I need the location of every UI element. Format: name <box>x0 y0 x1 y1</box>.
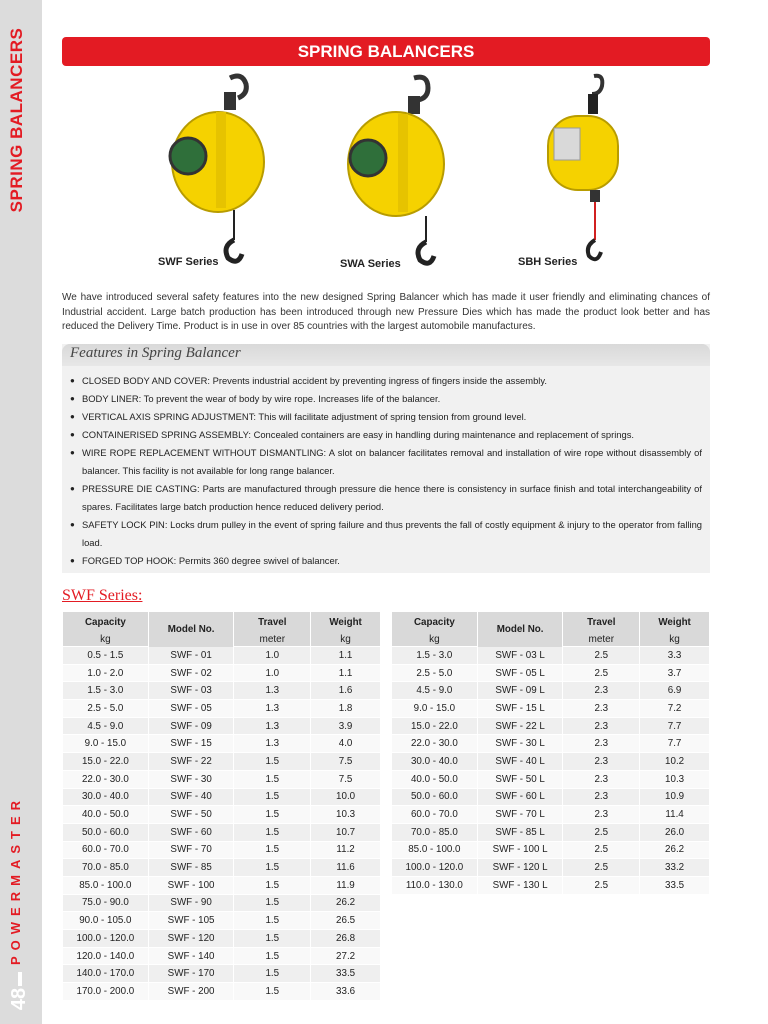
cell-weight: 7.5 <box>311 770 381 788</box>
cell-capacity: 9.0 - 15.0 <box>63 735 149 753</box>
features-panel <box>62 344 710 573</box>
table-row <box>392 700 710 718</box>
cell-weight: 10.7 <box>311 823 381 841</box>
table-row <box>63 770 381 788</box>
cell-weight: 7.5 <box>311 753 381 771</box>
cell-model: SWF - 200 <box>148 983 234 1001</box>
cell-model: SWF - 85 L <box>477 823 563 841</box>
table-row <box>392 753 710 771</box>
swf-series-label: SWF Series <box>158 256 219 268</box>
cell-capacity: 110.0 - 130.0 <box>392 876 478 894</box>
cell-capacity: 22.0 - 30.0 <box>63 770 149 788</box>
table-row <box>392 770 710 788</box>
cell-travel: 1.0 <box>234 664 311 682</box>
table-row <box>392 647 710 665</box>
cell-model: SWF - 70 L <box>477 806 563 824</box>
cell-capacity: 1.0 - 2.0 <box>63 664 149 682</box>
cell-capacity: 50.0 - 60.0 <box>63 823 149 841</box>
table-row <box>392 859 710 877</box>
cell-travel: 1.5 <box>234 965 311 983</box>
cell-model: SWF - 50 L <box>477 770 563 788</box>
cell-model: SWF - 03 L <box>477 647 563 665</box>
swf-section-title: SWF Series: <box>62 587 143 604</box>
cell-capacity: 90.0 - 105.0 <box>63 912 149 930</box>
sbh-series-label: SBH Series <box>518 256 578 268</box>
feature-item: ● CLOSED BODY AND COVER: Prevents industrial accident by preventing ingress of fingers inside the assembly. <box>70 372 702 390</box>
cell-capacity: 75.0 - 90.0 <box>63 894 149 912</box>
page-number: 48 <box>8 987 30 1011</box>
cell-capacity: 100.0 - 120.0 <box>392 859 478 877</box>
cell-weight: 10.9 <box>640 788 710 806</box>
unit-travel: meter <box>234 632 311 647</box>
cell-capacity: 15.0 - 22.0 <box>63 753 149 771</box>
cell-weight: 3.9 <box>311 717 381 735</box>
cell-capacity: 140.0 - 170.0 <box>63 965 149 983</box>
cell-weight: 11.4 <box>640 806 710 824</box>
cell-model: SWF - 170 <box>148 965 234 983</box>
cell-capacity: 50.0 - 60.0 <box>392 788 478 806</box>
table-row <box>63 894 381 912</box>
features-title: Features in Spring Balancer <box>70 345 241 361</box>
cell-model: SWF - 05 L <box>477 664 563 682</box>
table-row <box>63 647 381 665</box>
cell-travel: 1.5 <box>234 788 311 806</box>
table-row <box>63 682 381 700</box>
cell-capacity: 85.0 - 100.0 <box>392 841 478 859</box>
cell-capacity: 40.0 - 50.0 <box>63 806 149 824</box>
cell-travel: 2.3 <box>563 682 640 700</box>
cell-weight: 33.2 <box>640 859 710 877</box>
swf-spec-table-right <box>391 612 710 895</box>
cell-capacity: 60.0 - 70.0 <box>63 841 149 859</box>
table-row <box>63 859 381 877</box>
cell-weight: 7.7 <box>640 735 710 753</box>
table-row <box>63 930 381 948</box>
cell-travel: 1.5 <box>234 823 311 841</box>
cell-travel: 1.0 <box>234 647 311 665</box>
col-travel: Travel <box>234 612 311 632</box>
cell-model: SWF - 40 L <box>477 753 563 771</box>
cell-travel: 1.5 <box>234 770 311 788</box>
cell-weight: 10.3 <box>311 806 381 824</box>
cell-travel: 2.3 <box>563 735 640 753</box>
features-list <box>70 372 702 570</box>
cell-capacity: 1.5 - 3.0 <box>63 682 149 700</box>
intro-paragraph: We have introduced several safety features into the new designed Spring Balancer which has made it user friendly and eliminating chances of Industrial accident. Large batch production has been introduced through new Pressure Dies which has made the product look better and has reduced the Delivery Time. Product is in use in over 85 countries with the largest automobile manufactures. <box>62 292 710 332</box>
cell-capacity: 4.5 - 9.0 <box>392 682 478 700</box>
table-row <box>63 700 381 718</box>
cell-travel: 1.5 <box>234 841 311 859</box>
cell-capacity: 30.0 - 40.0 <box>63 788 149 806</box>
cell-travel: 1.3 <box>234 700 311 718</box>
cell-model: SWF - 70 <box>148 841 234 859</box>
cell-capacity: 170.0 - 200.0 <box>63 983 149 1001</box>
cell-weight: 26.0 <box>640 823 710 841</box>
cell-weight: 7.2 <box>640 700 710 718</box>
table-row <box>63 983 381 1001</box>
cell-travel: 2.3 <box>563 788 640 806</box>
cell-capacity: 22.0 - 30.0 <box>392 735 478 753</box>
cell-weight: 6.9 <box>640 682 710 700</box>
unit-capacity: kg <box>392 632 478 647</box>
cell-capacity: 100.0 - 120.0 <box>63 930 149 948</box>
col-model: Model No. <box>477 612 563 647</box>
feature-item: ● SAFETY LOCK PIN: Locks drum pulley in the event of spring failure and thus prevents the fall of costly equipment & injury to the operator from falling load. <box>70 516 702 552</box>
table-row <box>63 965 381 983</box>
cell-model: SWF - 100 L <box>477 841 563 859</box>
table-row <box>63 788 381 806</box>
cell-model: SWF - 09 L <box>477 682 563 700</box>
cell-weight: 11.9 <box>311 876 381 894</box>
cell-model: SWF - 100 <box>148 876 234 894</box>
cell-travel: 1.5 <box>234 983 311 1001</box>
cell-capacity: 40.0 - 50.0 <box>392 770 478 788</box>
cell-capacity: 60.0 - 70.0 <box>392 806 478 824</box>
cell-capacity: 2.5 - 5.0 <box>63 700 149 718</box>
cell-weight: 1.1 <box>311 647 381 665</box>
cell-weight: 7.7 <box>640 717 710 735</box>
cell-travel: 1.3 <box>234 735 311 753</box>
table-row <box>63 876 381 894</box>
cell-travel: 2.5 <box>563 664 640 682</box>
cell-capacity: 15.0 - 22.0 <box>392 717 478 735</box>
cell-capacity: 120.0 - 140.0 <box>63 947 149 965</box>
swa-series-label: SWA Series <box>340 258 401 270</box>
cell-travel: 1.3 <box>234 682 311 700</box>
cell-travel: 1.5 <box>234 930 311 948</box>
cell-travel: 1.5 <box>234 753 311 771</box>
cell-weight: 11.2 <box>311 841 381 859</box>
cell-weight: 4.0 <box>311 735 381 753</box>
cell-travel: 2.3 <box>563 770 640 788</box>
col-capacity: Capacity <box>63 612 149 632</box>
table-row <box>392 735 710 753</box>
cell-weight: 33.5 <box>311 965 381 983</box>
cell-travel: 1.5 <box>234 912 311 930</box>
cell-model: SWF - 130 L <box>477 876 563 894</box>
cell-model: SWF - 40 <box>148 788 234 806</box>
cell-model: SWF - 60 <box>148 823 234 841</box>
cell-model: SWF - 30 L <box>477 735 563 753</box>
cell-model: SWF - 120 L <box>477 859 563 877</box>
col-capacity: Capacity <box>392 612 478 632</box>
cell-model: SWF - 09 <box>148 717 234 735</box>
cell-capacity: 4.5 - 9.0 <box>63 717 149 735</box>
cell-capacity: 2.5 - 5.0 <box>392 664 478 682</box>
cell-weight: 1.8 <box>311 700 381 718</box>
cell-travel: 2.5 <box>563 859 640 877</box>
feature-item: ● CONTAINERISED SPRING ASSEMBLY: Concealed containers are easy in handling during maintenance and replacement of springs. <box>70 426 702 444</box>
feature-item: ● PRESSURE DIE CASTING: Parts are manufactured through pressure die hence there is consistency in surface finish and total interchangeability of spares. Facilitates large batch production hence reduced delivery period. <box>70 480 702 516</box>
cell-weight: 26.2 <box>311 894 381 912</box>
cell-travel: 2.3 <box>563 806 640 824</box>
cell-weight: 10.3 <box>640 770 710 788</box>
cell-weight: 3.7 <box>640 664 710 682</box>
cell-capacity: 30.0 - 40.0 <box>392 753 478 771</box>
cell-weight: 26.5 <box>311 912 381 930</box>
feature-item: ● BODY LINER: To prevent the wear of body by wire rope. Increases life of the balancer. <box>70 390 702 408</box>
table-row <box>392 841 710 859</box>
cell-travel: 2.5 <box>563 647 640 665</box>
cell-travel: 2.3 <box>563 717 640 735</box>
cell-travel: 2.3 <box>563 753 640 771</box>
table-row <box>392 682 710 700</box>
cell-weight: 33.5 <box>640 876 710 894</box>
col-weight: Weight <box>640 612 710 632</box>
cell-model: SWF - 105 <box>148 912 234 930</box>
cell-travel: 1.5 <box>234 806 311 824</box>
cell-weight: 10.2 <box>640 753 710 771</box>
table-row <box>392 823 710 841</box>
swf-spec-table-left <box>62 612 381 1001</box>
swf-product-image <box>160 72 270 272</box>
cell-model: SWF - 30 <box>148 770 234 788</box>
cell-capacity: 70.0 - 85.0 <box>63 859 149 877</box>
cell-capacity: 9.0 - 15.0 <box>392 700 478 718</box>
cell-travel: 1.5 <box>234 894 311 912</box>
table-row <box>63 947 381 965</box>
table-row <box>63 823 381 841</box>
cell-travel: 2.5 <box>563 841 640 859</box>
cell-capacity: 1.5 - 3.0 <box>392 647 478 665</box>
cell-weight: 26.2 <box>640 841 710 859</box>
cell-model: SWF - 15 L <box>477 700 563 718</box>
cell-weight: 11.6 <box>311 859 381 877</box>
col-travel: Travel <box>563 612 640 632</box>
cell-model: SWF - 22 <box>148 753 234 771</box>
table-row <box>63 664 381 682</box>
table-row <box>392 876 710 894</box>
cell-weight: 27.2 <box>311 947 381 965</box>
unit-weight: kg <box>311 632 381 647</box>
table-row <box>63 717 381 735</box>
cell-model: SWF - 140 <box>148 947 234 965</box>
col-model: Model No. <box>148 612 234 647</box>
cell-travel: 2.5 <box>563 823 640 841</box>
cell-model: SWF - 120 <box>148 930 234 948</box>
cell-weight: 33.6 <box>311 983 381 1001</box>
cell-travel: 2.3 <box>563 700 640 718</box>
table-row <box>63 806 381 824</box>
table-row <box>392 717 710 735</box>
table-row <box>392 664 710 682</box>
cell-travel: 1.5 <box>234 876 311 894</box>
cell-model: SWF - 01 <box>148 647 234 665</box>
table-row <box>392 788 710 806</box>
sbh-product-image <box>540 72 630 272</box>
feature-item: ● WIRE ROPE REPLACEMENT WITHOUT DISMANTLING: A slot on balancer facilitates removal and installation of wire rope without disassembly of balancer. This facility is not available for long range balancer. <box>70 444 702 480</box>
cell-travel: 2.5 <box>563 876 640 894</box>
cell-model: SWF - 22 L <box>477 717 563 735</box>
unit-capacity: kg <box>63 632 149 647</box>
cell-capacity: 0.5 - 1.5 <box>63 647 149 665</box>
cell-weight: 1.6 <box>311 682 381 700</box>
cell-model: SWF - 60 L <box>477 788 563 806</box>
cell-weight: 1.1 <box>311 664 381 682</box>
cell-travel: 1.3 <box>234 717 311 735</box>
table-row <box>392 806 710 824</box>
swa-product-image <box>338 72 448 272</box>
cell-model: SWF - 02 <box>148 664 234 682</box>
feature-item: ● FORGED TOP HOOK: Permits 360 degree swivel of balancer. <box>70 552 702 570</box>
cell-capacity: 70.0 - 85.0 <box>392 823 478 841</box>
side-section-title: SPRING BALANCERS <box>7 27 26 213</box>
page-title: SPRING BALANCERS <box>62 37 710 66</box>
cell-weight: 3.3 <box>640 647 710 665</box>
cell-model: SWF - 05 <box>148 700 234 718</box>
cell-model: SWF - 50 <box>148 806 234 824</box>
cell-weight: 26.8 <box>311 930 381 948</box>
table-row <box>63 735 381 753</box>
unit-travel: meter <box>563 632 640 647</box>
cell-capacity: 85.0 - 100.0 <box>63 876 149 894</box>
unit-weight: kg <box>640 632 710 647</box>
cell-travel: 1.5 <box>234 947 311 965</box>
cell-travel: 1.5 <box>234 859 311 877</box>
table-row <box>63 912 381 930</box>
cell-model: SWF - 15 <box>148 735 234 753</box>
side-strip <box>0 0 42 1024</box>
col-weight: Weight <box>311 612 381 632</box>
cell-weight: 10.0 <box>311 788 381 806</box>
table-row <box>63 753 381 771</box>
side-brand: POWERMASTER <box>8 795 23 965</box>
feature-item: ● VERTICAL AXIS SPRING ADJUSTMENT: This will facilitate adjustment of spring tension from ground level. <box>70 408 702 426</box>
table-row <box>63 841 381 859</box>
cell-model: SWF - 03 <box>148 682 234 700</box>
cell-model: SWF - 85 <box>148 859 234 877</box>
cell-model: SWF - 90 <box>148 894 234 912</box>
